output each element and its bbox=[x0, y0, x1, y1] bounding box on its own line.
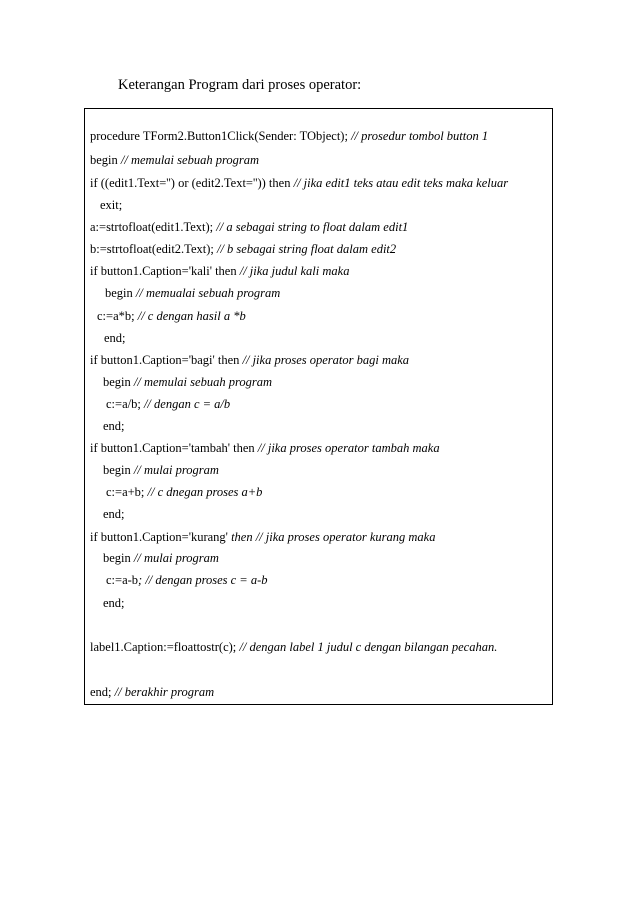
code-text: if button1.Caption='kurang' bbox=[90, 530, 232, 544]
code-line bbox=[90, 129, 488, 143]
code-comment: // dengan c = a/b bbox=[143, 397, 231, 411]
code-text: if button1.Caption='kali' then bbox=[90, 264, 240, 278]
code-text: begin bbox=[90, 153, 121, 167]
code-text: end; bbox=[103, 507, 125, 521]
code-line bbox=[90, 530, 435, 544]
code-line bbox=[90, 685, 214, 699]
code-comment: // a sebagai string to float dalam edit1 bbox=[216, 220, 409, 234]
code-line bbox=[100, 198, 122, 212]
code-line bbox=[90, 153, 259, 167]
code-comment: // memualai sebuah program bbox=[135, 286, 281, 300]
code-text: if ((edit1.Text='') or (edit2.Text='')) then bbox=[90, 176, 294, 190]
code-line bbox=[90, 242, 396, 256]
code-line bbox=[90, 441, 440, 455]
code-line bbox=[103, 419, 125, 433]
code-line bbox=[106, 397, 230, 411]
code-text: end; bbox=[103, 419, 125, 433]
code-comment: // jika proses operator bagi maka bbox=[242, 353, 410, 367]
code-line bbox=[105, 286, 280, 300]
code-text: begin bbox=[105, 286, 136, 300]
code-text: begin bbox=[103, 375, 134, 389]
code-line bbox=[90, 353, 409, 367]
code-comment: // mulai program bbox=[133, 463, 219, 477]
code-text: if button1.Caption='tambah' then bbox=[90, 441, 258, 455]
code-text: begin bbox=[103, 551, 134, 565]
code-comment: // c dengan hasil a *b bbox=[137, 309, 246, 323]
code-line bbox=[106, 485, 262, 499]
code-text: a:=strtofloat(edit1.Text); bbox=[90, 220, 217, 234]
code-text: label1.Caption:=floattostr(c); bbox=[90, 640, 240, 654]
code-comment: then // jika proses operator kurang maka bbox=[231, 530, 436, 544]
code-line bbox=[103, 375, 272, 389]
code-comment: // jika edit1 teks atau edit teks maka keluar bbox=[293, 176, 509, 190]
code-line bbox=[106, 573, 268, 587]
code-comment: // prosedur tombol button 1 bbox=[351, 129, 489, 143]
code-line bbox=[90, 220, 408, 234]
code-line bbox=[103, 596, 125, 610]
code-comment: // b sebagai string float dalam edit2 bbox=[216, 242, 397, 256]
code-line bbox=[103, 507, 125, 521]
code-text: end; bbox=[90, 685, 115, 699]
code-text: c:=a-b bbox=[106, 573, 139, 587]
code-comment: // jika judul kali maka bbox=[239, 264, 350, 278]
code-text: end; bbox=[104, 331, 126, 345]
code-comment: ; // dengan proses c = a-b bbox=[138, 573, 268, 587]
code-text: begin bbox=[103, 463, 134, 477]
code-comment: // jika proses operator tambah maka bbox=[257, 441, 440, 455]
code-text: exit; bbox=[100, 198, 123, 212]
code-line bbox=[103, 463, 219, 477]
code-text: if button1.Caption='bagi' then bbox=[90, 353, 243, 367]
code-line bbox=[97, 309, 246, 323]
code-text: b:=strtofloat(edit2.Text); bbox=[90, 242, 217, 256]
code-text: c:=a*b; bbox=[97, 309, 138, 323]
code-line bbox=[90, 176, 508, 190]
code-line bbox=[104, 331, 126, 345]
code-text: procedure TForm2.Button1Click(Sender: TObject); bbox=[90, 129, 352, 143]
page-heading: Keterangan Program dari proses operator: bbox=[118, 77, 362, 93]
code-line bbox=[90, 640, 497, 654]
code-text: c:=a+b; bbox=[106, 485, 148, 499]
code-line bbox=[90, 264, 349, 278]
code-comment: // mulai program bbox=[133, 551, 219, 565]
code-comment: // berakhir program bbox=[114, 685, 215, 699]
code-text: c:=a/b; bbox=[106, 397, 144, 411]
code-text: end; bbox=[103, 596, 125, 610]
code-comment: // dengan label 1 judul c dengan bilangan pecahan. bbox=[239, 640, 498, 654]
code-line bbox=[103, 551, 219, 565]
code-comment: // memulai sebuah program bbox=[133, 375, 272, 389]
code-comment: // c dnegan proses a+b bbox=[147, 485, 263, 499]
code-comment: // memulai sebuah program bbox=[120, 153, 259, 167]
